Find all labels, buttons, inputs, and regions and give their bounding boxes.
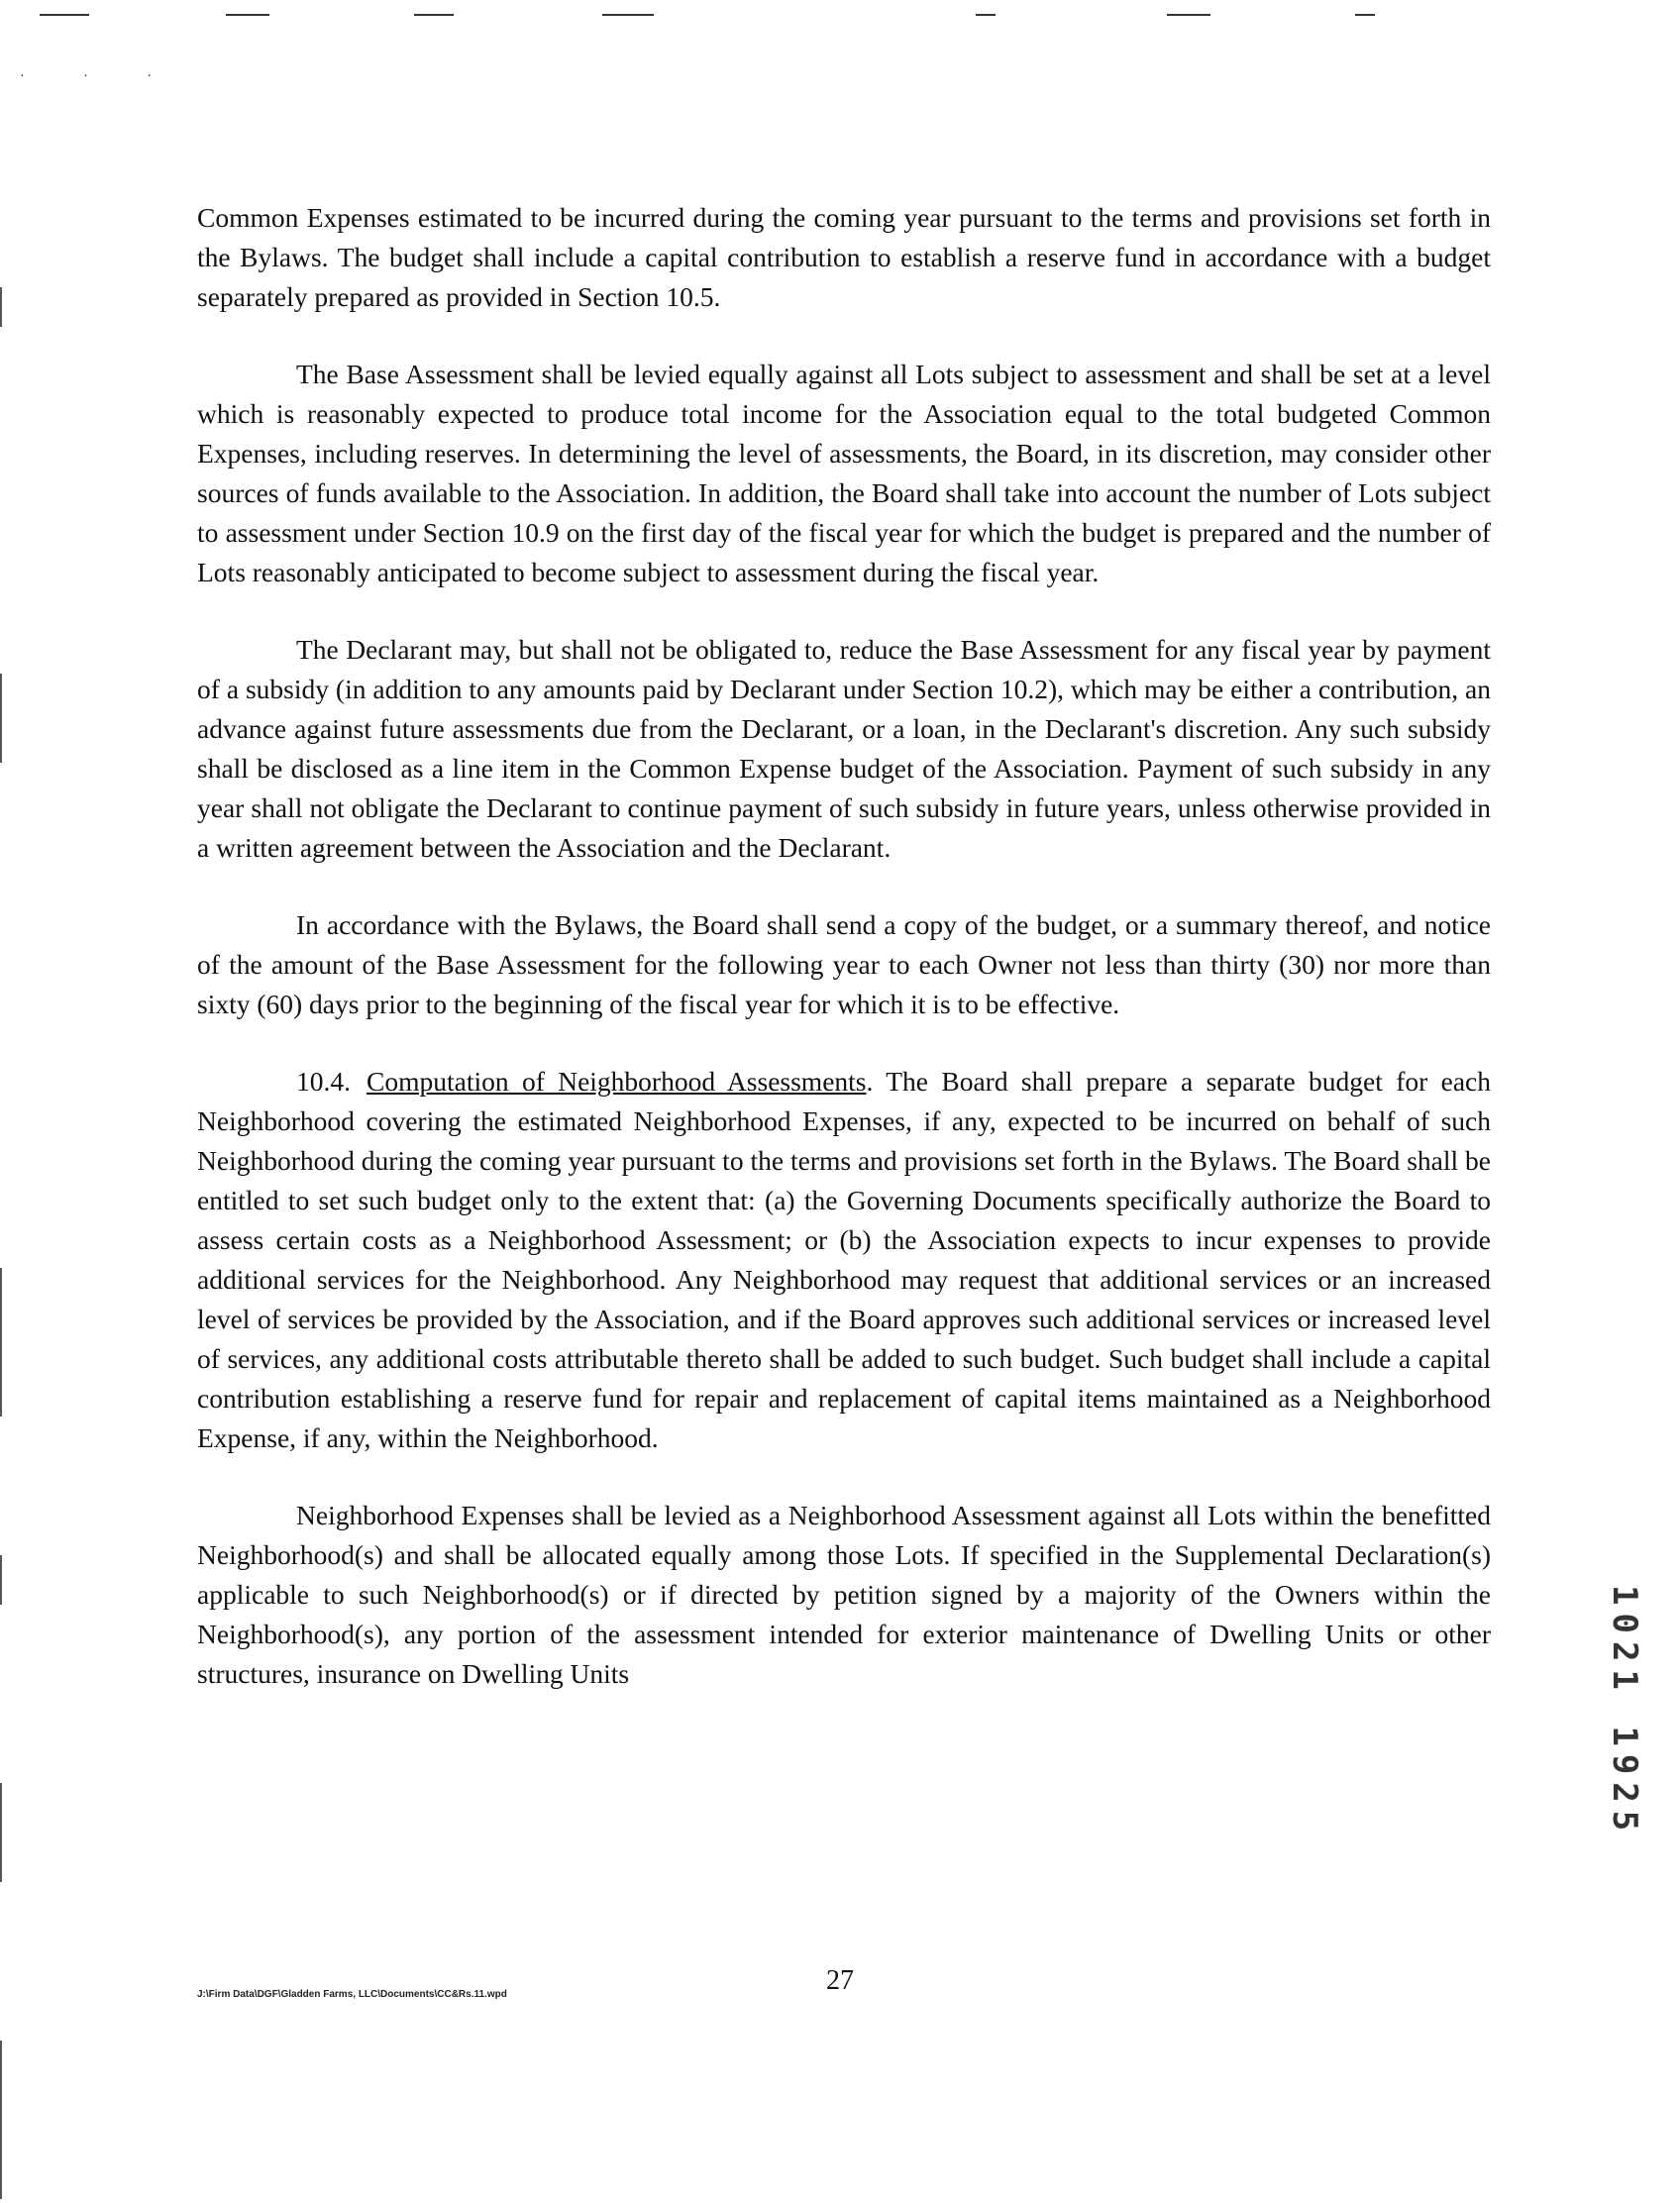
- scan-artifact-top-dash: [40, 14, 89, 16]
- side-document-stamp: 1021 1925: [1605, 1585, 1644, 1839]
- scan-artifact-left-mark: [0, 1555, 2, 1605]
- scan-artifact-left-mark: [0, 1783, 2, 1882]
- scan-artifact-left-mark: [0, 1268, 2, 1416]
- section-body: The Board shall prepare a separate budget for each Neighborhood covering the estimated Neighborhood Expenses, if any, expected to be incurred on behalf of such Neighborhood during the coming year pursuant to the terms and provisions set forth in the Bylaws. The Board shall be entitled to set such budget only to the extent that: (a) the Governing Documents specifically authorize the Board to assess certain costs as a Neighborhood Assessment; or (b) the Association expects to incur expenses to provide additional services for the Neighborhood. Any Neighborhood may request that additional services or an increased level of services be provided by the Association, and if the Board approves such additional services or increased level of services, any additional costs attributable thereto shall be added to such budget. Such budget shall include a capital contribution establishing a reserve fund for repair and replacement of capital items maintained as a Neighborhood Expense, if any, within the Neighborhood.: [197, 1066, 1491, 1453]
- scan-artifact-left-mark: [0, 2041, 2, 2199]
- document-body: [197, 198, 1491, 1731]
- scan-artifact-left-mark: [0, 674, 2, 763]
- scan-artifact-top-dash: [414, 14, 454, 16]
- scan-artifact-top-dash: [1167, 14, 1210, 16]
- scan-artifact-left-mark: [0, 287, 2, 327]
- scan-artifact-top-dash: [602, 14, 654, 16]
- section-10-4: [197, 1062, 1491, 1458]
- section-title: Computation of Neighborhood Assessments: [367, 1066, 867, 1097]
- paragraph-base-assessment: The Base Assessment shall be levied equally against all Lots subject to assessment and shall be set at a level which is reasonably expected to produce total income for the Association equal to the total budgeted Common Expenses, including reserves. In determining the level of assessments, the Board, in its discretion, may consider other sources of funds available to the Association. In addition, the Board shall take into account the number of Lots subject to assessment under Section 10.9 on the first day of the fiscal year for which the budget is prepared and the number of Lots reasonably anticipated to become subject to assessment during the fiscal year.: [197, 359, 1491, 587]
- scan-artifact-top-dash: [976, 14, 996, 16]
- scan-artifact-top-dash: [226, 14, 269, 16]
- paragraph-continuation: Common Expenses estimated to be incurred during the coming year pursuant to the terms and provisions set forth in the Bylaws. The budget shall include a capital contribution to establish a reserve fund in accordance with a budget separately prepared as provided in Section 10.5.: [197, 202, 1491, 312]
- page-number: 27: [826, 1965, 854, 1996]
- footer-file-path: J:\Firm Data\DGF\Gladden Farms, LLC\Documents\CC&Rs.11.wpd: [197, 1989, 507, 2000]
- paragraph-neighborhood-expenses: Neighborhood Expenses shall be levied as a Neighborhood Assessment against all Lots within the benefitted Neighborhood(s) and shall be allocated equally among those Lots. If specified in the Supplemental Declaration(s) applicable to such Neighborhood(s) or if directed by petition signed by a majority of the Owners within the Neighborhood(s), any portion of the assessment intended for exterior maintenance of Dwelling Units or other structures, insurance on Dwelling Units: [197, 1500, 1491, 1689]
- section-title-suffix: .: [866, 1066, 874, 1097]
- section-number: 10.4.: [296, 1066, 351, 1097]
- paragraph-declarant-subsidy: The Declarant may, but shall not be obligated to, reduce the Base Assessment for any fiscal year by payment of a subsidy (in addition to any amounts paid by Declarant under Section 10.2), which may be either a contribution, an advance against future assessments due from the Declarant, or a loan, in the Declarant's discretion. Any such subsidy shall be disclosed as a line item in the Common Expense budget of the Association. Payment of such subsidy in any year shall not obligate the Declarant to continue payment of such subsidy in future years, unless otherwise provided in a written agreement between the Association and the Declarant.: [197, 634, 1491, 863]
- scan-artifact-top-dash: [1355, 14, 1375, 16]
- paragraph-budget-notice: In accordance with the Bylaws, the Board shall send a copy of the budget, or a summary thereof, and notice of the amount of the Base Assessment for the following year to each Owner not less than thirty (30) nor more than sixty (60) days prior to the beginning of the fiscal year for which it is to be effective.: [197, 909, 1491, 1019]
- scan-artifact-specks: · · ·: [20, 69, 179, 84]
